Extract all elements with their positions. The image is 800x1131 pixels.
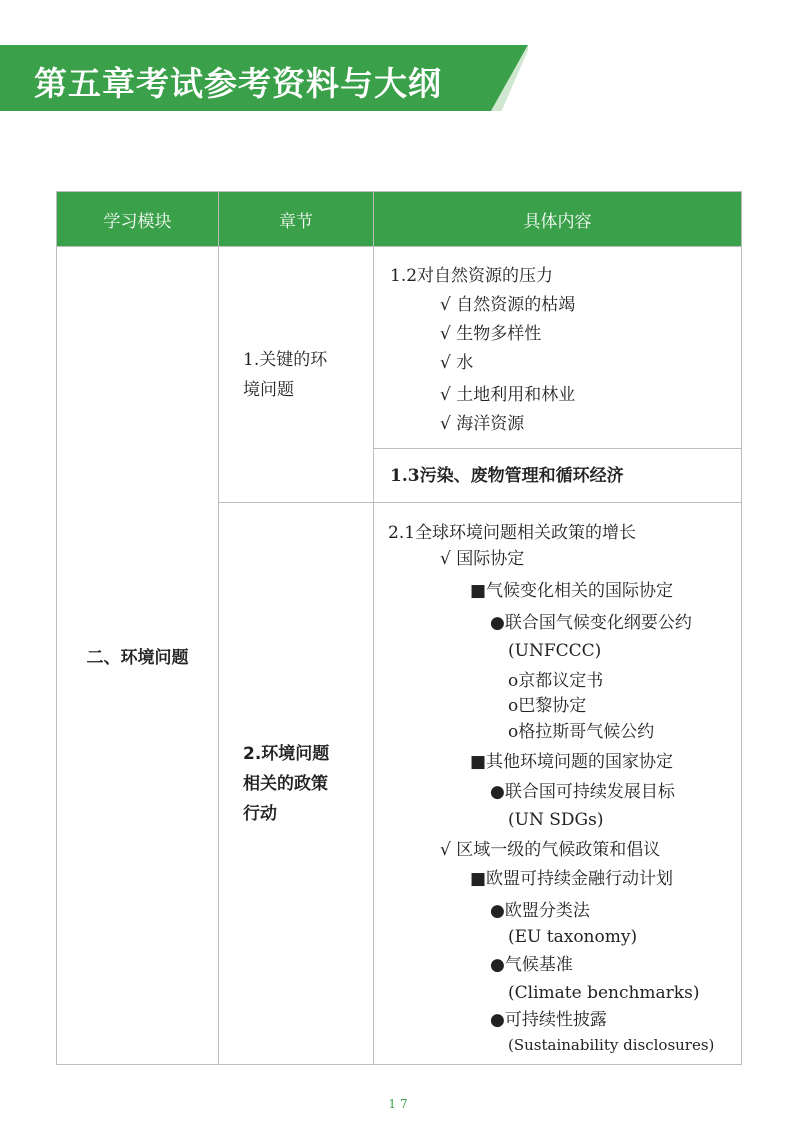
page-title: 第五章考试参考资料与大纲 — [34, 64, 442, 103]
chapter-2-label-line2: 相关的政策 — [243, 773, 328, 794]
content-line-bold: 1.3污染、废物管理和循环经济 — [390, 466, 624, 486]
content-line: (UNFCCC) — [508, 641, 602, 661]
content-line: √ 生物多样性 — [440, 324, 542, 344]
page-number: 17 — [388, 1097, 412, 1111]
content-line: √ 自然资源的枯竭 — [440, 295, 576, 315]
chapter-2-label-line3: 行动 — [243, 803, 277, 824]
header-module: 学习模块 — [57, 192, 219, 247]
table-row — [57, 247, 742, 449]
content-line: (Climate benchmarks) — [508, 983, 700, 1003]
chapter-1-content — [374, 247, 742, 449]
content-line: 2.1全球环境问题相关政策的增长 — [388, 523, 637, 543]
content-line: 1.2对自然资源的压力 — [390, 266, 554, 286]
header-row — [57, 192, 742, 247]
content-line: √ 土地利用和林业 — [440, 385, 576, 405]
content-line: (Sustainability disclosures) — [508, 1036, 715, 1054]
chapter-2-content — [374, 503, 742, 1065]
module-cell: 二、环境问题 — [57, 247, 219, 1065]
chapter-1-label-line1: 1.关键的环 — [243, 349, 328, 370]
chapter-1-extra — [374, 449, 742, 503]
content-line: o巴黎协定 — [508, 696, 587, 716]
content-line: √ 海洋资源 — [440, 414, 525, 434]
chapter-1-label-line2: 境问题 — [243, 379, 294, 400]
content-line: ●可持续性披露 — [490, 1010, 607, 1030]
chapter-2-label-line1: 2.环境问题 — [243, 743, 330, 764]
content-line: (EU taxonomy) — [508, 927, 638, 947]
content-line: o京都议定书 — [508, 671, 604, 691]
content-line: ■欧盟可持续金融行动计划 — [470, 869, 674, 889]
content-line: ●气候基准 — [490, 955, 573, 975]
content-line: ●联合国可持续发展目标 — [490, 782, 675, 802]
content-line: o格拉斯哥气候公约 — [508, 722, 655, 742]
content-line: √ 区域一级的气候政策和倡议 — [440, 840, 661, 860]
content-line: ●联合国气候变化纲要公约 — [490, 613, 692, 633]
chapter-1-cell — [219, 247, 374, 503]
content-line: (UN SDGs) — [508, 810, 604, 830]
content-line: ■其他环境问题的国家协定 — [470, 752, 674, 772]
content-line: √ 水 — [440, 353, 474, 373]
content-line: ■气候变化相关的国际协定 — [470, 581, 674, 601]
outline-table — [56, 191, 742, 1065]
header-chapter: 章节 — [219, 192, 374, 247]
content-line: ●欧盟分类法 — [490, 901, 590, 921]
content-line: √ 国际协定 — [440, 549, 525, 569]
chapter-2-cell — [219, 503, 374, 1065]
header-content: 具体内容 — [374, 192, 742, 247]
